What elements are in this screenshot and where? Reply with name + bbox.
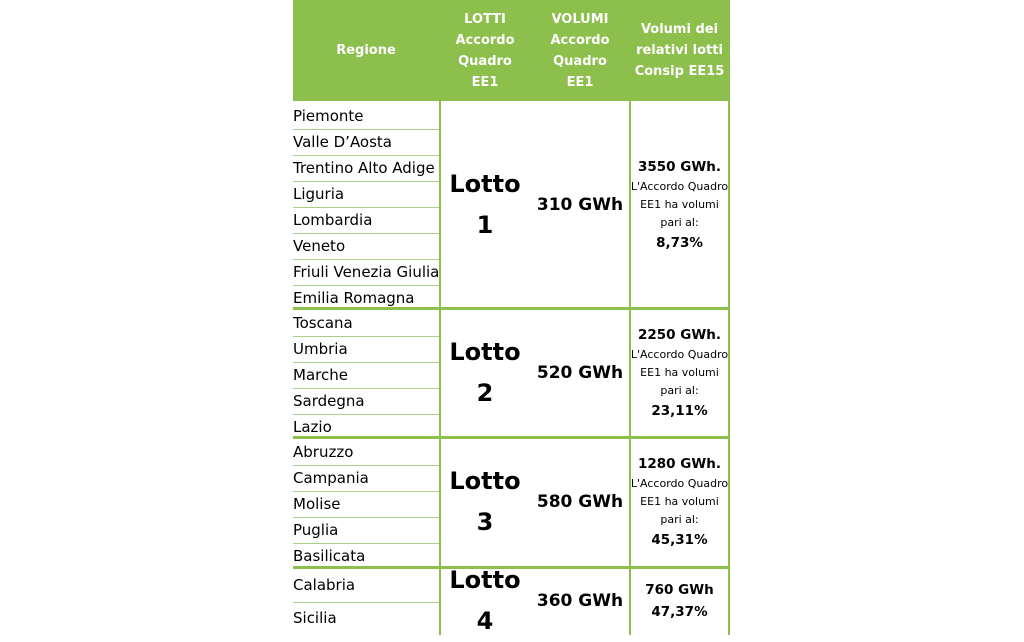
volume-cell: 520 GWh	[536, 362, 624, 383]
volume-cell: 360 GWh	[536, 591, 624, 611]
consip-volume: 1280 GWh.	[638, 456, 721, 472]
region-cell: Veneto	[293, 237, 346, 255]
header-lotti: LOTTI Accordo Quadro EE1	[455, 11, 515, 90]
region-cell: Puglia	[293, 521, 339, 539]
region-cell: Umbria	[293, 340, 348, 358]
region-cell: Liguria	[293, 185, 345, 203]
consip-volume: 2250 GWh.	[638, 326, 721, 343]
lotti-table	[293, 0, 730, 635]
lotto-label: Lotto 1	[449, 169, 521, 239]
column-divider	[439, 101, 441, 635]
region-cell: Abruzzo	[293, 443, 354, 461]
region-cell: Sicilia	[293, 609, 337, 627]
volume-cell: 310 GWh	[536, 194, 624, 215]
consip-percent: 23,11%	[651, 402, 708, 419]
header-regione: Regione	[336, 43, 396, 58]
region-cell: Campania	[293, 469, 369, 487]
lotto-label: Lotto 3	[449, 467, 521, 536]
region-cell: Toscana	[293, 314, 353, 332]
consip-note: L'Accordo Quadro EE1 ha volumi pari al:	[630, 347, 729, 397]
region-cell: Lombardia	[293, 211, 373, 229]
consip-cell	[629, 437, 730, 567]
region-cell: Marche	[293, 366, 348, 384]
consip-note: L'Accordo Quadro EE1 ha volumi pari al:	[630, 477, 729, 526]
region-cell: Calabria	[293, 576, 356, 594]
consip-percent: 45,31%	[651, 532, 708, 548]
region-cell: Lazio	[293, 418, 332, 436]
lotto-label: Lotto 4	[449, 566, 521, 635]
consip-percent: 8,73%	[656, 234, 703, 251]
consip-volume: 3550 GWh.	[638, 158, 721, 175]
region-cell: Valle D’Aosta	[293, 133, 393, 151]
region-cell: Emilia Romagna	[293, 289, 415, 307]
lotto-cell	[439, 308, 531, 437]
lotto-cell	[439, 567, 531, 635]
lotto-label: Lotto 2	[449, 337, 521, 407]
consip-volume: 760 GWh	[645, 582, 714, 598]
region-cell: Sardegna	[293, 392, 365, 410]
header-volumi: VOLUMI Accordo Quadro EE1	[550, 11, 610, 90]
region-cell: Basilicata	[293, 547, 366, 565]
volume-cell: 580 GWh	[536, 492, 624, 512]
lotto-cell	[439, 437, 531, 567]
consip-percent: 47,37%	[651, 604, 708, 620]
lotto-cell	[439, 101, 531, 308]
column-divider	[728, 101, 730, 635]
consip-cell	[629, 308, 730, 437]
region-cell: Friuli Venezia Giulia	[293, 263, 440, 281]
consip-cell	[629, 567, 730, 635]
region-cell: Piemonte	[293, 107, 364, 125]
region-cell: Trentino Alto Adige	[293, 159, 435, 177]
column-divider	[629, 101, 631, 635]
header-consip: Volumi dei relativi lotti Consip EE15	[634, 22, 725, 79]
consip-cell	[629, 101, 730, 308]
consip-note: L'Accordo Quadro EE1 ha volumi pari al:	[630, 179, 729, 229]
region-cell: Molise	[293, 495, 341, 513]
